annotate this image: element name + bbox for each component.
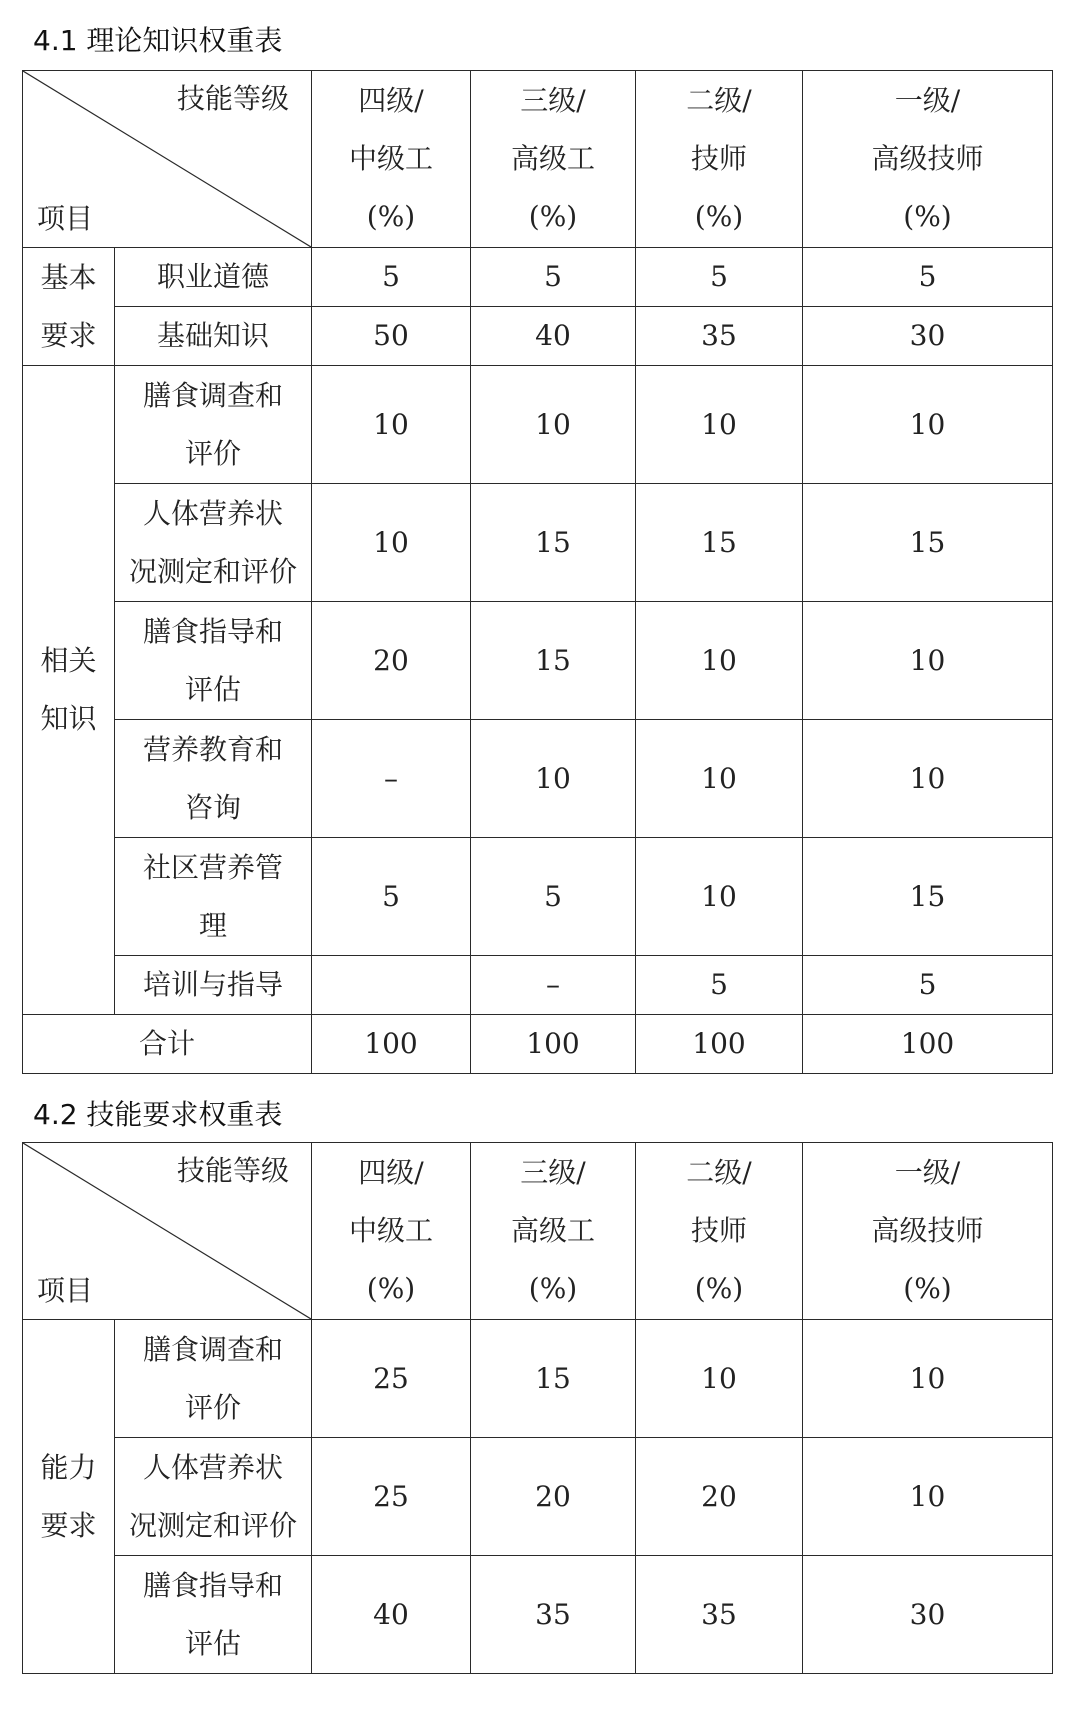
- value-cell: –: [471, 956, 636, 1015]
- total-value: 100: [312, 1015, 471, 1074]
- value-cell: 5: [803, 248, 1053, 307]
- table-row: [23, 1556, 1053, 1674]
- total-value: 100: [803, 1015, 1053, 1074]
- value-cell: 10: [636, 366, 803, 484]
- level-line: 高级工: [510, 1214, 595, 1247]
- skill-weight-table: [22, 1142, 1053, 1674]
- level-line: 一级/: [894, 84, 961, 117]
- value-cell: 30: [803, 307, 1053, 366]
- level-line: 四级/: [358, 84, 424, 117]
- table-row: [23, 248, 1053, 307]
- value-cell: 10: [471, 720, 636, 838]
- group-line: 相关: [40, 644, 97, 677]
- value-cell: 10: [312, 366, 471, 484]
- level-line: 技师: [690, 142, 747, 175]
- value-cell: 10: [636, 602, 803, 720]
- value-cell: 20: [312, 602, 471, 720]
- value-cell: –: [312, 720, 471, 838]
- group-line: 知识: [40, 702, 97, 735]
- value-cell: 5: [803, 956, 1053, 1015]
- group-line: 基本: [40, 260, 97, 294]
- theory-weight-table: [22, 70, 1053, 1074]
- value-cell: 30: [803, 1556, 1053, 1674]
- value-cell: 35: [471, 1556, 636, 1674]
- level-header: [636, 71, 803, 248]
- table-row: [23, 720, 1053, 838]
- item-cell: [115, 366, 312, 484]
- level-line: 四级/: [358, 1156, 424, 1189]
- item-line: 咨询: [184, 790, 241, 824]
- value-cell: 35: [636, 307, 803, 366]
- item-line: 况测定和评价: [128, 554, 297, 588]
- item-line: 营养教育和: [142, 732, 283, 766]
- item-line: 社区营养管: [142, 850, 283, 884]
- value-cell: 10: [803, 366, 1053, 484]
- table-row: [23, 366, 1053, 484]
- item-cell: [115, 1438, 312, 1556]
- value-cell: 20: [636, 1438, 803, 1556]
- value-cell: 5: [471, 248, 636, 307]
- level-line: (%): [903, 1272, 952, 1305]
- level-line: 二级/: [686, 1156, 752, 1189]
- value-cell: 5: [636, 248, 803, 307]
- value-cell: 25: [312, 1438, 471, 1556]
- value-cell: 10: [471, 366, 636, 484]
- corner-header: [23, 71, 312, 248]
- value-cell: 10: [803, 720, 1053, 838]
- value-cell: 10: [636, 720, 803, 838]
- table-row: [23, 484, 1053, 602]
- value-cell: 5: [636, 956, 803, 1015]
- value-cell: 10: [803, 1438, 1053, 1556]
- total-label: 合计: [23, 1015, 312, 1074]
- level-header: [312, 1143, 471, 1320]
- item-line: 膳食指导和: [142, 1568, 283, 1602]
- table-row: [23, 1438, 1053, 1556]
- item-cell: [115, 1556, 312, 1674]
- level-line: 中级工: [348, 142, 433, 175]
- table-row: [23, 1320, 1053, 1438]
- total-value: 100: [471, 1015, 636, 1074]
- corner-bottom-label: 项目: [37, 202, 94, 235]
- value-cell: 50: [312, 307, 471, 366]
- level-line: 高级技师: [871, 1214, 984, 1247]
- item-line: 评估: [184, 672, 241, 706]
- level-line: (%): [694, 1272, 744, 1305]
- value-cell: 40: [471, 307, 636, 366]
- item-line: 评价: [184, 436, 241, 470]
- level-line: 二级/: [686, 84, 752, 117]
- group-ability: [23, 1320, 115, 1674]
- value-cell: 5: [312, 838, 471, 956]
- level-header: [803, 71, 1053, 248]
- level-header: [803, 1143, 1053, 1320]
- item-line: 膳食指导和: [142, 614, 283, 648]
- corner-bottom-label: 项目: [37, 1274, 94, 1307]
- level-line: (%): [528, 1272, 578, 1305]
- table-row: [23, 307, 1053, 366]
- level-line: 技师: [690, 1214, 747, 1247]
- item-line: 人体营养状: [142, 1450, 283, 1484]
- value-cell: 15: [636, 484, 803, 602]
- value-cell: 15: [803, 838, 1053, 956]
- item-cell: [115, 838, 312, 956]
- value-cell: 40: [312, 1556, 471, 1674]
- group-basic: [23, 248, 115, 366]
- level-line: 高级工: [510, 142, 595, 175]
- level-header: [471, 1143, 636, 1320]
- group-line: 要求: [40, 318, 97, 352]
- value-cell: 15: [803, 484, 1053, 602]
- value-cell: 10: [312, 484, 471, 602]
- group-related: [23, 366, 115, 1015]
- item-line: 理: [198, 908, 227, 942]
- item-line: 评价: [184, 1390, 241, 1424]
- table2-title: 4.2 技能要求权重表: [33, 1098, 283, 1131]
- value-cell: [312, 956, 471, 1015]
- item-line: 况测定和评价: [128, 1508, 297, 1542]
- value-cell: 10: [636, 1320, 803, 1438]
- corner-header: [23, 1143, 312, 1320]
- value-cell: 15: [471, 1320, 636, 1438]
- item-cell: 职业道德: [115, 248, 312, 307]
- item-cell: [115, 602, 312, 720]
- level-line: (%): [694, 200, 744, 233]
- level-line: 中级工: [348, 1214, 433, 1247]
- item-cell: [115, 720, 312, 838]
- table1-title: 4.1 理论知识权重表: [33, 24, 283, 57]
- item-cell: [115, 484, 312, 602]
- level-line: 一级/: [894, 1156, 961, 1189]
- corner-top-label: 技能等级: [176, 1154, 289, 1187]
- level-line: 高级技师: [871, 142, 984, 175]
- level-line: (%): [528, 200, 578, 233]
- value-cell: 20: [471, 1438, 636, 1556]
- total-row: [23, 1015, 1053, 1074]
- value-cell: 15: [471, 484, 636, 602]
- group-line: 要求: [40, 1508, 97, 1542]
- value-cell: 25: [312, 1320, 471, 1438]
- header-row: [23, 1143, 1053, 1320]
- level-header: [312, 71, 471, 248]
- level-line: 三级/: [520, 1156, 586, 1189]
- item-cell: 基础知识: [115, 307, 312, 366]
- table-row: [23, 602, 1053, 720]
- item-line: 膳食调查和: [142, 1332, 283, 1366]
- level-header: [636, 1143, 803, 1320]
- corner-top-label: 技能等级: [176, 82, 289, 115]
- item-cell: 培训与指导: [115, 956, 312, 1015]
- value-cell: 10: [803, 602, 1053, 720]
- value-cell: 10: [636, 838, 803, 956]
- value-cell: 15: [471, 602, 636, 720]
- group-line: 能力: [40, 1450, 97, 1484]
- level-line: (%): [366, 200, 416, 233]
- table-row: [23, 956, 1053, 1015]
- level-line: 三级/: [520, 84, 586, 117]
- level-line: (%): [903, 200, 952, 233]
- value-cell: 10: [803, 1320, 1053, 1438]
- table-row: [23, 838, 1053, 956]
- total-value: 100: [636, 1015, 803, 1074]
- value-cell: 35: [636, 1556, 803, 1674]
- level-header: [471, 71, 636, 248]
- item-line: 膳食调查和: [142, 378, 283, 412]
- level-line: (%): [366, 1272, 416, 1305]
- item-cell: [115, 1320, 312, 1438]
- item-line: 评估: [184, 1626, 241, 1660]
- header-row: [23, 71, 1053, 248]
- value-cell: 5: [471, 838, 636, 956]
- item-line: 人体营养状: [142, 496, 283, 530]
- value-cell: 5: [312, 248, 471, 307]
